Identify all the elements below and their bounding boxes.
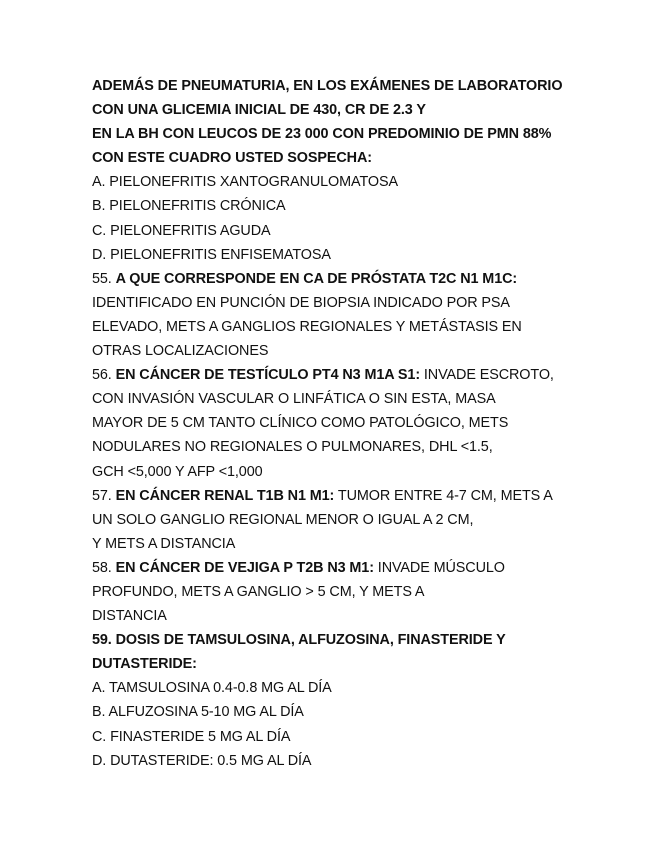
question-59-heading: 59. DOSIS DE TAMSULOSINA, ALFUZOSINA, FINASTERIDE Y bbox=[92, 632, 506, 649]
answer-line: UN SOLO GANGLIO REGIONAL MENOR O IGUAL A 2 CM, bbox=[92, 511, 474, 528]
answer-line: NODULARES NO REGIONALES O PULMONARES, DHL <1.5, bbox=[92, 439, 493, 456]
option-b: B. ALFUZOSINA 5-10 MG AL DÍA bbox=[92, 704, 304, 721]
intro-line: EN LA BH CON LEUCOS DE 23 000 CON PREDOMINIO DE PMN 88% bbox=[92, 126, 552, 143]
answer-line: DISTANCIA bbox=[92, 608, 167, 625]
question-number: 57. bbox=[92, 487, 116, 504]
answer-line: OTRAS LOCALIZACIONES bbox=[92, 343, 269, 360]
option-c: C. PIELONEFRITIS AGUDA bbox=[92, 222, 271, 239]
answer-line: IDENTIFICADO EN PUNCIÓN DE BIOPSIA INDICADO POR PSA bbox=[92, 294, 510, 311]
option-c: C. FINASTERIDE 5 MG AL DÍA bbox=[92, 728, 291, 745]
option-a: A. TAMSULOSINA 0.4-0.8 MG AL DÍA bbox=[92, 680, 332, 697]
option-d: D. DUTASTERIDE: 0.5 MG AL DÍA bbox=[92, 752, 312, 769]
question-57-heading bbox=[92, 484, 632, 508]
question-56-heading bbox=[92, 363, 632, 387]
answer-text: INVADE ESCROTO, bbox=[420, 367, 554, 384]
question-title: EN CÁNCER DE TESTÍCULO PT4 N3 M1A S1: bbox=[115, 367, 421, 384]
option-b: B. PIELONEFRITIS CRÓNICA bbox=[92, 198, 286, 215]
option-d: D. PIELONEFRITIS ENFISEMATOSA bbox=[92, 246, 331, 263]
question-number: 55. bbox=[92, 270, 116, 287]
answer-line: ELEVADO, METS A GANGLIOS REGIONALES Y METÁSTASIS EN bbox=[92, 318, 522, 335]
intro-line: ADEMÁS DE PNEUMATURIA, EN LOS EXÁMENES DE LABORATORIO bbox=[92, 78, 563, 94]
answer-text: INVADE MÚSCULO bbox=[373, 559, 505, 576]
intro-line: CON UNA GLICEMIA INICIAL DE 430, CR DE 2.3 Y bbox=[92, 102, 426, 119]
question-number: 56. bbox=[92, 367, 116, 384]
question-55-heading bbox=[92, 267, 632, 291]
answer-text: TUMOR ENTRE 4-7 CM, METS A bbox=[334, 487, 553, 504]
answer-line: CON INVASIÓN VASCULAR O LINFÁTICA O SIN ESTA, MASA bbox=[92, 391, 496, 408]
answer-line: GCH <5,000 Y AFP <1,000 bbox=[92, 463, 263, 480]
intro-question: CON ESTE CUADRO USTED SOSPECHA: bbox=[92, 150, 372, 167]
question-title: A QUE CORRESPONDE EN CA DE PRÓSTATA T2C N1 M1C: bbox=[115, 270, 518, 287]
question-title: EN CÁNCER RENAL T1B N1 M1: bbox=[115, 487, 335, 504]
option-a: A. PIELONEFRITIS XANTOGRANULOMATOSA bbox=[92, 174, 398, 191]
question-58-heading bbox=[92, 556, 632, 580]
answer-line: PROFUNDO, METS A GANGLIO > 5 CM, Y METS A bbox=[92, 583, 425, 600]
question-title: EN CÁNCER DE VEJIGA P T2B N3 M1: bbox=[115, 559, 374, 576]
question-59-heading-cont: DUTASTERIDE: bbox=[92, 656, 197, 673]
answer-line: MAYOR DE 5 CM TANTO CLÍNICO COMO PATOLÓGICO, METS bbox=[92, 415, 509, 432]
answer-line: Y METS A DISTANCIA bbox=[92, 535, 236, 552]
document-body bbox=[92, 74, 632, 773]
question-number: 58. bbox=[92, 559, 116, 576]
